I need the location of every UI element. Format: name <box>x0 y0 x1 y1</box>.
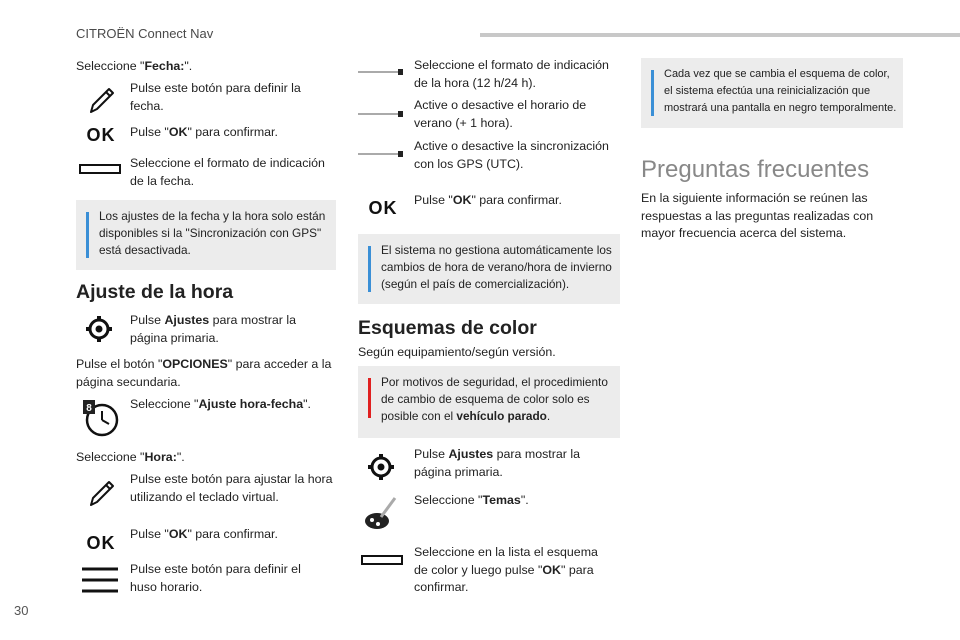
clock-badge-icon <box>80 396 120 438</box>
gear-icon <box>82 312 116 346</box>
para-opciones: Pulse el botón "OPCIONES" para acceder a la página secundaria. <box>76 357 332 389</box>
heading-esquemas-color: Esquemas de color <box>358 317 537 339</box>
para-faq-intro: En la siguiente información se reúnen las respuestas a las preguntas realizadas con mayor frecuencia acerca del sistema. <box>641 191 874 240</box>
step-time-zone: Pulse este botón para definir el huso horario. <box>130 562 301 594</box>
ok-icon: OK <box>368 197 398 218</box>
header-rule <box>480 33 960 37</box>
toggle-line-icon <box>358 109 404 119</box>
step-ajuste-hora-fecha: Seleccione "Ajuste hora-fecha". <box>130 397 311 411</box>
step-confirm-hour: Pulse "OK" para confirmar. <box>414 193 562 207</box>
selector-line-icon <box>358 67 404 77</box>
format-list-icon <box>78 162 122 176</box>
info-note-reset: Cada vez que se cambia el esquema de color, el sistema efectúa una reinicialización que mostrará una pantalla en negro temporalmente. <box>641 58 903 128</box>
step-time-format: Seleccione el formato de indicación de la hora (12 h/24 h). <box>414 58 609 90</box>
pencil-icon <box>84 475 120 511</box>
step-gps-sync: Active o desactive la sincronización con los GPS (UTC). <box>414 139 609 171</box>
ok-icon: OK <box>86 532 116 553</box>
para-equipamiento: Según equipamiento/según versión. <box>358 345 556 359</box>
ok-icon: OK <box>86 124 116 145</box>
heading-preguntas-frecuentes: Preguntas frecuentes <box>641 156 870 183</box>
info-icon <box>368 246 371 292</box>
step-ajustes-primary: Pulse Ajustes para mostrar la página primaria. <box>130 313 296 345</box>
step-set-time: Pulse este botón para ajustar la hora utilizando el teclado virtual. <box>130 472 333 504</box>
warning-icon <box>368 378 371 418</box>
step-select-scheme: Seleccione en la lista el esquema de color y luego pulse "OK" para confirmar. <box>414 545 598 594</box>
running-header: CITROËN Connect Nav <box>76 26 214 41</box>
list-select-icon <box>360 553 404 567</box>
info-note-dst: El sistema no gestiona automáticamente los cambios de hora de verano/hora de invierno (según el país de comercialización). <box>358 234 620 304</box>
info-icon <box>651 70 654 116</box>
para-hora: Seleccione "Hora:". <box>76 450 185 464</box>
step-temas: Seleccione "Temas". <box>414 493 529 507</box>
step-date-format: Seleccione el formato de indicación de la fecha. <box>130 156 325 188</box>
info-note-date: Los ajustes de la fecha y la hora solo están disponibles si la "Sincronización con GPS" está desactivada. <box>76 200 336 270</box>
pencil-icon <box>84 82 120 118</box>
paintbrush-icon <box>362 494 402 534</box>
svg-text:8: 8 <box>86 403 92 414</box>
toggle-line-icon <box>358 149 404 159</box>
gear-icon <box>364 450 398 484</box>
intro-fecha: Seleccione "Fecha:". <box>76 59 193 73</box>
step-ajustes-color: Pulse Ajustes para mostrar la página primaria. <box>414 447 580 479</box>
step-confirm-date: Pulse "OK" para confirmar. <box>130 125 278 139</box>
menu-lines-icon <box>78 564 122 596</box>
step-confirm-time: Pulse "OK" para confirmar. <box>130 527 278 541</box>
info-icon <box>86 212 89 258</box>
warning-note-color: Por motivos de seguridad, el procedimiento de cambio de esquema de color solo es posible con el vehículo parado. <box>358 366 620 438</box>
page-number: 30 <box>14 603 29 618</box>
step-summer-time: Active o desactive el horario de verano (+ 1 hora). <box>414 98 587 130</box>
step-define-date: Pulse este botón para definir la fecha. <box>130 81 301 113</box>
heading-ajuste-hora: Ajuste de la hora <box>76 281 234 303</box>
